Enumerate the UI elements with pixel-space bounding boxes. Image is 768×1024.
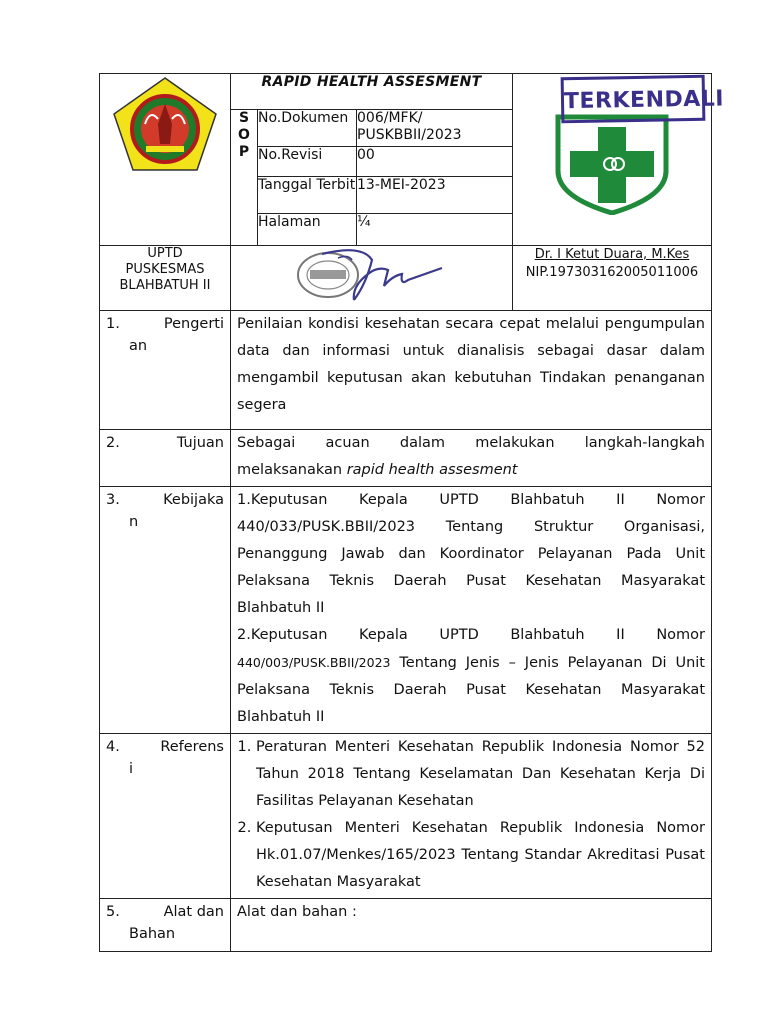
section-3-body xyxy=(231,487,712,734)
sop-label xyxy=(231,109,258,245)
revision-value: 00 xyxy=(357,147,513,177)
sop-document xyxy=(99,73,711,952)
section-1-label-a: Pengerti xyxy=(163,316,224,332)
section-2-text-a: Sebagai acuan dalam melakukan langkah-langkah melaksanakan xyxy=(237,435,705,478)
reference-list xyxy=(237,734,705,896)
section-5-label-a: Alat dan xyxy=(163,904,224,920)
puskesmas-cross-icon xyxy=(554,113,670,215)
page-value: ¼ xyxy=(357,214,513,245)
section-3-label xyxy=(100,487,231,734)
header-info-cell xyxy=(231,74,513,246)
sop-letter-o: O xyxy=(238,126,250,143)
section-4-label-a: Referens xyxy=(160,739,224,755)
page-label: Halaman xyxy=(258,214,357,245)
section-2-text-italic: rapid health assesment xyxy=(346,462,518,478)
section-2-label xyxy=(100,430,231,487)
reference-item-2: 2. Keputusan Menteri Kesehatan Republik Indonesia Nomor Hk.01.07/Menkes/165/2023 Tentang Standar Akreditasi Pusat Kesehatan Masyarakat xyxy=(256,815,705,896)
section-2-number: 2. xyxy=(106,435,120,451)
doc-number-label: No.Dokumen xyxy=(258,109,357,147)
signer-nip: NIP.197303162005011006 xyxy=(525,265,699,280)
section-5-label-b: Bahan xyxy=(129,926,176,942)
section-3-label-a: Kebijaka xyxy=(163,492,224,508)
signer-name: Dr. I Ketut Duara, M.Kes xyxy=(534,247,690,262)
controlled-stamp: TERKENDALI xyxy=(561,75,706,124)
section-3-number: 3. xyxy=(106,492,120,508)
section-2-text xyxy=(237,430,705,484)
section-4-label xyxy=(100,734,231,899)
issue-date-value: 13-MEI-2023 xyxy=(357,176,513,214)
section-4-number: 4. xyxy=(106,739,120,755)
section-4-label-b: i xyxy=(129,761,134,777)
sop-table xyxy=(99,73,712,952)
regency-emblem-icon xyxy=(110,74,220,174)
section-5-label xyxy=(100,899,231,952)
sop-letter-s: S xyxy=(238,109,250,126)
section-2-label-a: Tujuan xyxy=(176,435,224,451)
section-3-policy-1: 1.Keputusan Kepala UPTD Blahbatuh II Nomor 440/033/PUSK.BBII/2023 Tentang Struktur Organisasi, Penanggung Jawab dan Koordinator Pelayanan Pada Unit Pelaksana Teknis Daerah Pusat Kesehatan Masyarakat Blahbatuh II xyxy=(237,492,705,616)
issue-date-label: Tanggal Terbit xyxy=(258,176,357,214)
section-1-label-b: an xyxy=(129,338,148,354)
org-line-2: PUSKESMAS xyxy=(125,262,205,277)
section-5-number: 5. xyxy=(106,904,120,920)
section-5-body xyxy=(231,899,712,952)
regency-logo-cell xyxy=(100,74,231,246)
section-4-body xyxy=(231,734,712,899)
org-line-1: UPTD xyxy=(147,246,183,261)
sop-letter-p: P xyxy=(238,143,250,160)
section-1-body xyxy=(231,311,712,430)
section-1-number: 1. xyxy=(106,316,120,332)
section-2-body xyxy=(231,430,712,487)
section-3-label-b: n xyxy=(129,514,139,530)
section-1-label xyxy=(100,311,231,430)
document-title: RAPID HEALTH ASSESMENT xyxy=(231,74,512,109)
section-3-policy-2-number: 440/003/PUSK.BBII/2023 xyxy=(237,655,391,670)
section-1-text: Penilaian kondisi kesehatan secara cepat melalui pengumpulan data dan informasi untuk dianalisis sebagai dasar dalam mengambil keputusan akan kebutuhan Tindakan penanganan segera xyxy=(237,316,705,413)
doc-number-value: 006/MFK/ PUSKBBII/2023 xyxy=(357,109,513,147)
signature-with-seal-icon xyxy=(292,246,452,304)
org-line-3: BLAHBATUH II xyxy=(119,278,211,293)
organization-cell xyxy=(100,246,231,311)
revision-label: No.Revisi xyxy=(258,147,357,177)
signature-cell xyxy=(231,246,513,311)
section-5-text: Alat dan bahan : xyxy=(237,904,357,920)
reference-item-1: 1. Peraturan Menteri Kesehatan Republik Indonesia Nomor 52 Tahun 2018 Tentang Keselamatan Dan Kesehatan Kerja Di Fasilitas Pelayanan Kesehatan xyxy=(256,734,705,815)
section-3-policy-2-a: 2.Keputusan Kepala UPTD Blahbatuh II Nomor xyxy=(237,627,705,643)
section-3-policy-2-b: Tentang Jenis – Jenis Pelayanan Di Unit Pelaksana Teknis Daerah Pusat Kesehatan Masyarakat Blahbatuh II xyxy=(237,655,705,725)
section-3-policy-2 xyxy=(237,622,705,731)
signer-cell xyxy=(513,246,712,311)
